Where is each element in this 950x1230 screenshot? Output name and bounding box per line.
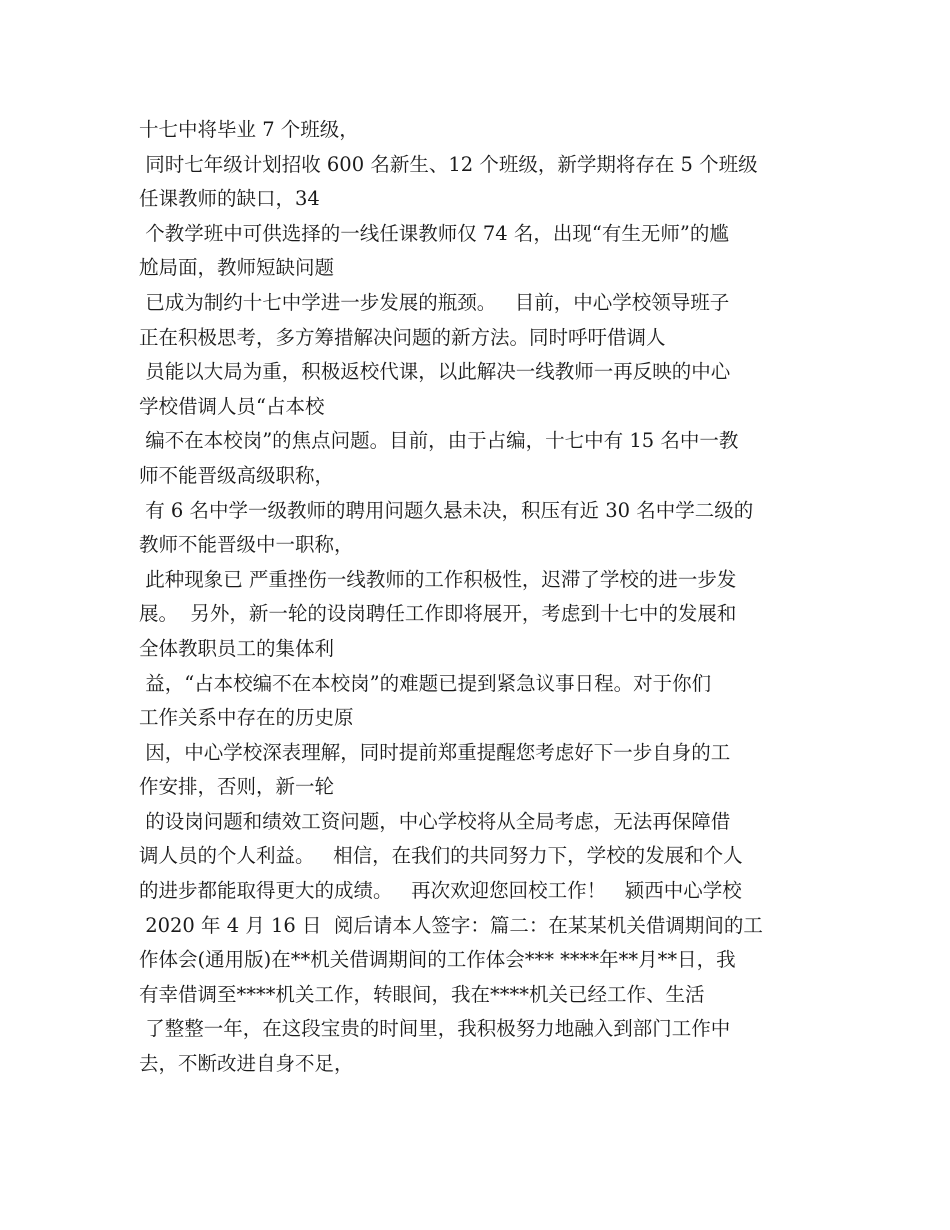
- text-line: 2020 年 4 月 16 日 阅后请本人签字：篇二：在某某机关借调期间的工: [139, 913, 763, 937]
- text-line: 有 6 名中学一级教师的聘用问题久悬未决，积压有近 30 名中学二级的: [139, 498, 754, 522]
- text-line: 已成为制约十七中学进一步发展的瓶颈。 目前，中心学校领导班子: [139, 290, 730, 314]
- text-line: 师不能晋级高级职称，: [139, 463, 335, 487]
- text-line: 同时七年级计划招收 600 名新生、12 个班级，新学期将存在 5 个班级: [139, 152, 758, 176]
- text-line: 作安排，否则，新一轮: [139, 775, 335, 799]
- text-line: 工作关系中存在的历史原: [139, 706, 354, 730]
- text-line: 正在积极思考，多方筹措解决问题的新方法。同时呼吁借调人: [139, 325, 666, 349]
- text-line: 任课教师的缺口，34: [139, 187, 320, 211]
- text-line: 全体教职员工的集体利: [139, 636, 335, 660]
- text-line: 尬局面，教师短缺问题: [139, 256, 335, 280]
- text-line: 的设岗问题和绩效工资问题，中心学校将从全局考虑，无法再保障借: [139, 809, 731, 833]
- text-line: 去，不断改进自身不足，: [139, 1052, 354, 1076]
- text-line: 展。 另外，新一轮的设岗聘任工作即将展开，考虑到十七中的发展和: [139, 602, 737, 626]
- text-line: 此种现象已 严重挫伤一线教师的工作积极性，迟滞了学校的进一步发: [139, 567, 737, 591]
- text-line: 十七中将毕业 7 个班级，: [139, 118, 359, 141]
- text-line: 教师不能晋级中一职称，: [139, 533, 354, 557]
- text-line: 有幸借调至****机关工作，转眼间，我在****机关已经工作、生活: [139, 982, 705, 1006]
- text-line: 益，“占本校编不在本校岗”的难题已提到紧急议事日程。对于你们: [139, 671, 712, 695]
- text-line: 因，中心学校深表理解，同时提前郑重提醒您考虑好下一步自身的工: [139, 740, 731, 764]
- text-line: 了整整一年，在这段宝贵的时间里，我积极努力地融入到部门工作中: [139, 1017, 731, 1041]
- body-text: [139, 113, 819, 1082]
- text-line: 作体会(通用版)在**机关借调期间的工作体会*** ****年**月**日，我: [139, 948, 736, 972]
- text-line: 员能以大局为重，积极返校代课，以此解决一线教师一再反映的中心: [139, 360, 731, 384]
- text-line: 学校借调人员“占本校: [139, 394, 325, 418]
- text-line: 编不在本校岗”的焦点问题。目前，由于占编，十七中有 15 名中一教: [139, 429, 739, 453]
- text-line: 个教学班中可供选择的一线任课教师仅 74 名，出现“有生无师”的尴: [139, 221, 729, 245]
- text-line: 调人员的个人利益。 相信，在我们的共同努力下，学校的发展和个人: [139, 844, 743, 868]
- text-line: 的进步都能取得更大的成绩。 再次欢迎您回校工作！ 颍西中心学校: [139, 879, 742, 903]
